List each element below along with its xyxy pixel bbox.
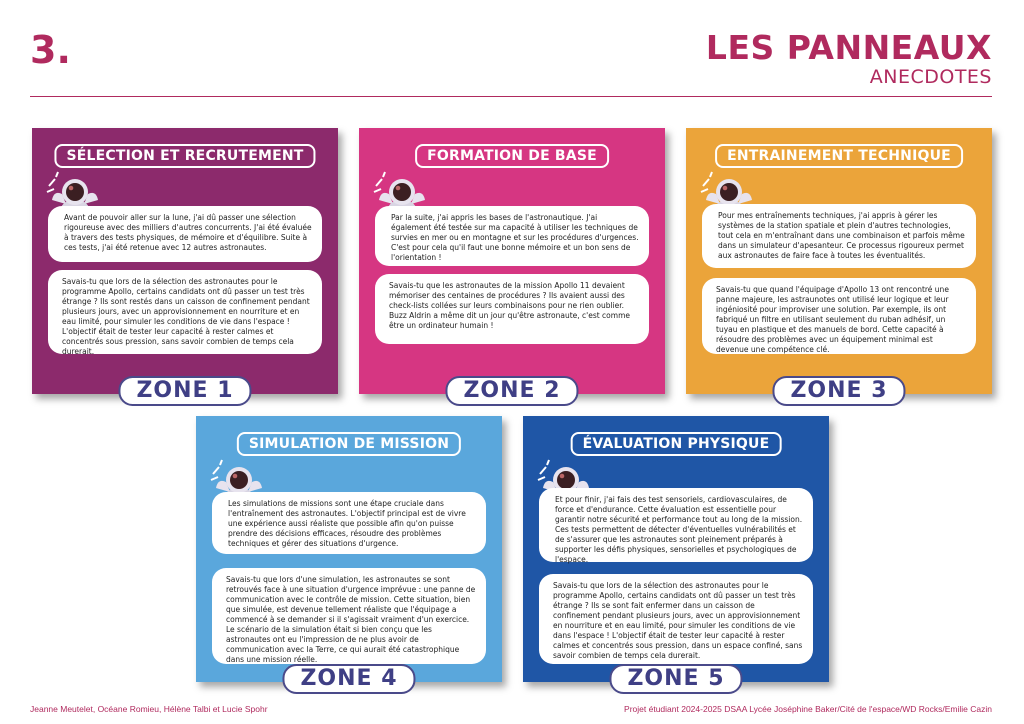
panel-selection (32, 128, 338, 394)
intro-text: Les simulations de missions sont une étape cruciale dans l'entraînement des astronautes. L'objectif principal est de vivre une expérience aussi réaliste que possible afin qu'on puisse prendre des décisions efficaces, résoudre des problèmes techniques et gérer des situations d'urgence. (212, 492, 486, 554)
panel-title: ENTRAINEMENT TECHNIQUE (715, 144, 963, 168)
intro-text: Et pour finir, j'ai fais des test sensoriels, cardiovasculaires, de force et d'endurance. Cette évaluation est essentielle pour garantir notre sécurité et performance tout au long de la mission. Ces tests permettent de détecter d'éventuelles vulnérabilités et de s'assurer que les astronautes sont pleinement préparés à supporter les défis physiques, sensorielles et psychologiques de l'espace. (539, 488, 813, 562)
panel-evaluation (523, 416, 829, 682)
header-divider (30, 96, 992, 97)
intro-text: Avant de pouvoir aller sur la lune, j'ai dû passer une sélection rigoureuse avec des milliers d'autres concurrents. J'ai été évaluée à travers des tests physiques, de mémoire et d'équilibre. Suite à ces tests, j'ai été retenue avec 12 autres astronautes. (48, 206, 322, 262)
intro-text: Pour mes entraînements techniques, j'ai appris à gérer les systèmes de la station spatiale et plein d'autres technologies, tout cela en m'entraînant dans une combinaison et parfois même dans un simulateur d'apesanteur. Ce processus rigoureux permet aux astronautes de faire face à toutes les éventualités. (702, 204, 976, 268)
intro-text: Par la suite, j'ai appris les bases de l'astronautique. J'ai également été testée sur ma capacité à utiliser les techniques de survies en mer ou en montagne et sur les procédures d'urgences. C'est pour cela qu'il faut une bonne mémoire et un bon sens de l'orientation ! (375, 206, 649, 266)
anecdote-text: Savais-tu que quand l'équipage d'Apollo 13 ont rencontré une panne majeure, les astraunotes ont utilisé leur logique et leur ingéniosité pour improviser une solution. Par exemple, ils ont fabriqué un filtre en utilisant seulement du ruban adhésif, un tuyau en plastique et des manuels de bord. Cette capacité à résoudre des problèmes avec un équipement minimal est devenue une compétence clé. (702, 278, 976, 354)
panel-entrainement (686, 128, 992, 394)
panel-simulation (196, 416, 502, 682)
page-title: LES PANNEAUX (705, 28, 992, 67)
anecdote-text: Savais-tu que lors d'une simulation, les astronautes se sont retrouvés face à une situation d'urgence imprévue : une panne de communication avec le contrôle de mission. Cette situation, bien que simulée, est devenue tellement réaliste que l'équipage a commencé à se demander si il s'agissait vraiment d'un exercice. Le scénario de la simulation était si bien conçu que les astronautes ont eu l'impression de ne plus avoir de communication avec la Terre, ce qui aurait été catastrophique dans une mission réelle. (212, 568, 486, 664)
page-subtitle: ANECDOTES (869, 66, 992, 88)
zone-label: ZONE 1 (118, 376, 251, 406)
page-number: 3. (30, 28, 71, 72)
zone-label: ZONE 3 (772, 376, 905, 406)
panel-formation (359, 128, 665, 394)
zone-label: ZONE 4 (282, 664, 415, 694)
anecdote-text: Savais-tu que lors de la sélection des astronautes pour le programme Apollo, certains candidats ont dû passer un test très étrange ? Ils se sont fait enfermer dans un caisson de confinement pendant plusieurs jours, avec un approvisionnement en nourriture et en eau limité, pour simuler les conditions de vie dans l'espace ! L'objectif était de tester leur capacité à rester calmes et concentrés sous pression, dans un espace confiné, sans savoir combien de temps cela durerait. (539, 574, 813, 664)
panel-title: ÉVALUATION PHYSIQUE (571, 432, 782, 456)
panel-title: SIMULATION DE MISSION (237, 432, 461, 456)
panel-title: SÉLECTION ET RECRUTEMENT (54, 144, 315, 168)
panel-title: FORMATION DE BASE (415, 144, 609, 168)
anecdote-text: Savais-tu que lors de la sélection des astronautes pour le programme Apollo, certains candidats ont dû passer un test très étrange ? Ils sont restés dans un caisson de confinement pendant plusieurs jours, avec un approvisionnement en nourriture et en eau limité, pour simuler les conditions de vie dans l'espace ! L'objectif était de tester leur capacité à rester calmes et concentrés sous pression, sans savoir combien de temps cela durerait. (48, 270, 322, 354)
zone-label: ZONE 5 (609, 664, 742, 694)
credits-authors: Jeanne Meutelet, Océane Romieu, Hélène Talbi et Lucie Spohr (30, 704, 268, 714)
credits-project: Projet étudiant 2024-2025 DSAA Lycée Joséphine Baker/Cité de l'espace/WD Rocks/Emilie Cazin (624, 704, 992, 714)
zone-label: ZONE 2 (445, 376, 578, 406)
anecdote-text: Savais-tu que les astronautes de la mission Apollo 11 devaient mémoriser des centaines de procédures ? Ils avaient aussi des check-lists collées sur leurs combinaisons pour ne rien oublier. Buzz Aldrin a même dit un jour qu'être astronaute, c'est comme être un ordinateur humain ! (375, 274, 649, 344)
